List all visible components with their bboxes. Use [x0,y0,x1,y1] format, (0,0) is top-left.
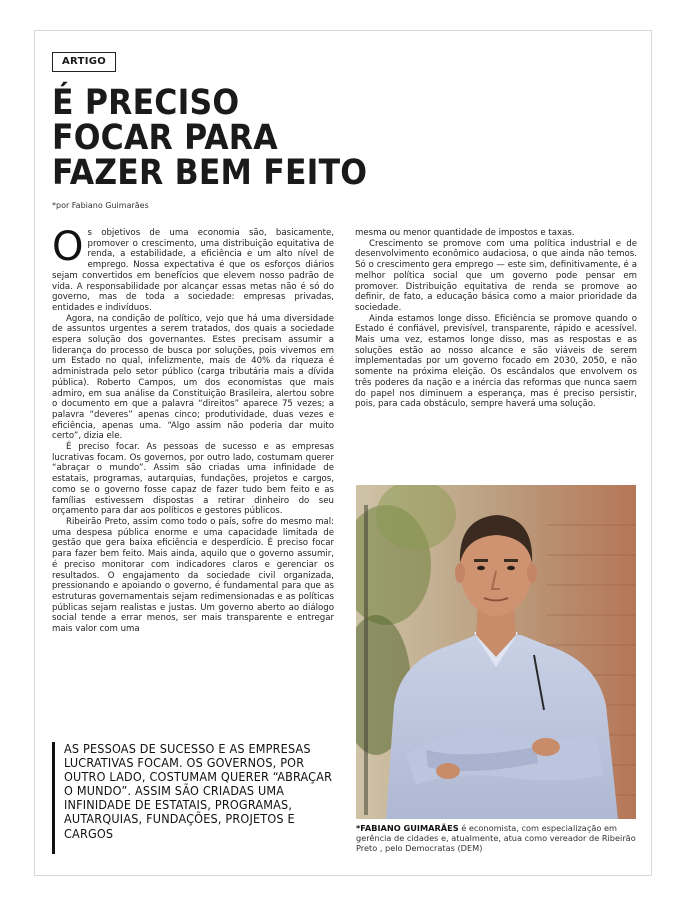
article-paragraph: Agora, na condição de político, vejo que há uma diversidade de assuntos urgentes a serem tratados, dos quais a sociedade espera solução dos governantes. Estes precisam assumir a liderança do processo de busca por soluções, pois vivemos em um Estado no qual, infelizmente, mais de 40% da riqueza é administrada pelo setor público (carga tributária mais a dívida pública). Roberto Campos, um dos economistas que mais admiro, em sua análise da Constituição Brasileira, alertou sobre o documento em que a palavra “direitos” aparece 75 vezes; a palavra “deveres” apenas cinco; produtividade, duas vezes e eficiência, apenas uma. “Algo assim não poderia dar muito certo”, dizia ele. [52,313,334,442]
headline [52,83,452,193]
author-portrait-image [356,485,636,819]
headline-line: FAZER BEM FEITO [52,153,368,193]
article-paragraph: Crescimento se promove com uma política industrial e de desenvolvimento econômico audaciosa, o que ainda não temos. Só o crescimento gera emprego — este sim, definitivamente, é a melhor política social que um governo pode pensar em promover. Distribuição equitativa de renda se promove ao definir, de fato, a educação básica como a maior prioridade da sociedade. [355,238,637,313]
author-photo [356,485,636,819]
caption-name: *FABIANO GUIMARÃES [356,823,459,833]
pull-quote: AS PESSOAS DE SUCESSO E AS EMPRESAS LUCRATIVAS FOCAM. OS GOVERNOS, POR OUTRO LADO, COSTUMAM QUERER “ABRAÇAR O MUNDO”. ASSIM SÃO CRIADAS UMA INFINIDADE DE ESTATAIS, PROGRAMAS, AUTARQUIAS, FUNDAÇÕES, PROJETOS E CARGOS [52,742,334,854]
section-tag: ARTIGO [52,52,116,72]
drop-cap: O [52,224,84,270]
byline: *por Fabiano Guimarães [52,201,149,210]
photo-caption [356,823,636,853]
article-column-right [355,228,637,410]
headline-line: FOCAR PARA [52,118,278,158]
article-paragraph: mesma ou menor quantidade de impostos e taxas. [355,228,575,238]
article-paragraph: É preciso focar. As pessoas de sucesso e as empresas lucrativas focam. Os governos, por outro lado, costumam querer “abraçar o mundo”. Assim são criadas uma infinidade de estatais, programas, autarquias, fundações, projetos e cargos, como se o governo fosse capaz de fazer tudo bem feito e as famílias estivessem dispostas a retirar dinheiro do seu orçamento para dar aos políticos e gestores públicos. [52,442,334,517]
article-paragraph: Ribeirão Preto, assim como todo o país, sofre do mesmo mal: uma despesa pública enorme e uma capacidade limitada de gestão que gera baixa eficiência e desperdício. É preciso focar para fazer bem feito. Mais ainda, aquilo que o governo assumir, é preciso monitorar com indicadores claros e gerenciar os resultados. O engajamento da sociedade civil organizada, pressionando e apoiando o governo, é fundamental para que as estruturas governamentais sejam redimensionadas e as políticas públicas sejam realistas e justas. Um governo aberto ao diálogo social tende a errar menos, ser mais transparente e entregar mais valor com uma [52,516,334,635]
headline-line: É PRECISO [52,83,240,123]
article-column-left [52,224,334,635]
article-paragraph: Ainda estamos longe disso. Eficiência se promove quando o Estado é confiável, previsível, transparente, rápido e acessível. Mais uma vez, estamos longe disso, mas as respostas e as soluções estão ao nosso alcance e são viáveis de serem implementadas por um governo focado em 2030, 2050, e não somente na próxima eleição. Os escândalos que envolvem os três poderes da nação e a inércia das reformas que nunca saem do papel nos diminuem a esperança, mas é preciso persistir, pois, para cada obstáculo, sempre haverá uma solução. [355,313,637,410]
article-paragraph: Os objetivos de uma economia são, basicamente, promover o crescimento, uma distribuição equitativa de renda, a estabilidade, a eficiência e um alto nível de emprego. Nossa expectativa é que os esforços diários sejam convertidos em benefícios que elevem nosso padrão de vida. A responsabilidade por alcançar essas metas não é só do governo, mas de toda a sociedade: empresas privadas, entidades e indivíduos. [52,224,334,313]
caption-text: é economista, com especialização em gerência de cidades e, atualmente, atua como vereador de Ribeirão Preto , pelo Democratas (DEM) [356,823,636,853]
